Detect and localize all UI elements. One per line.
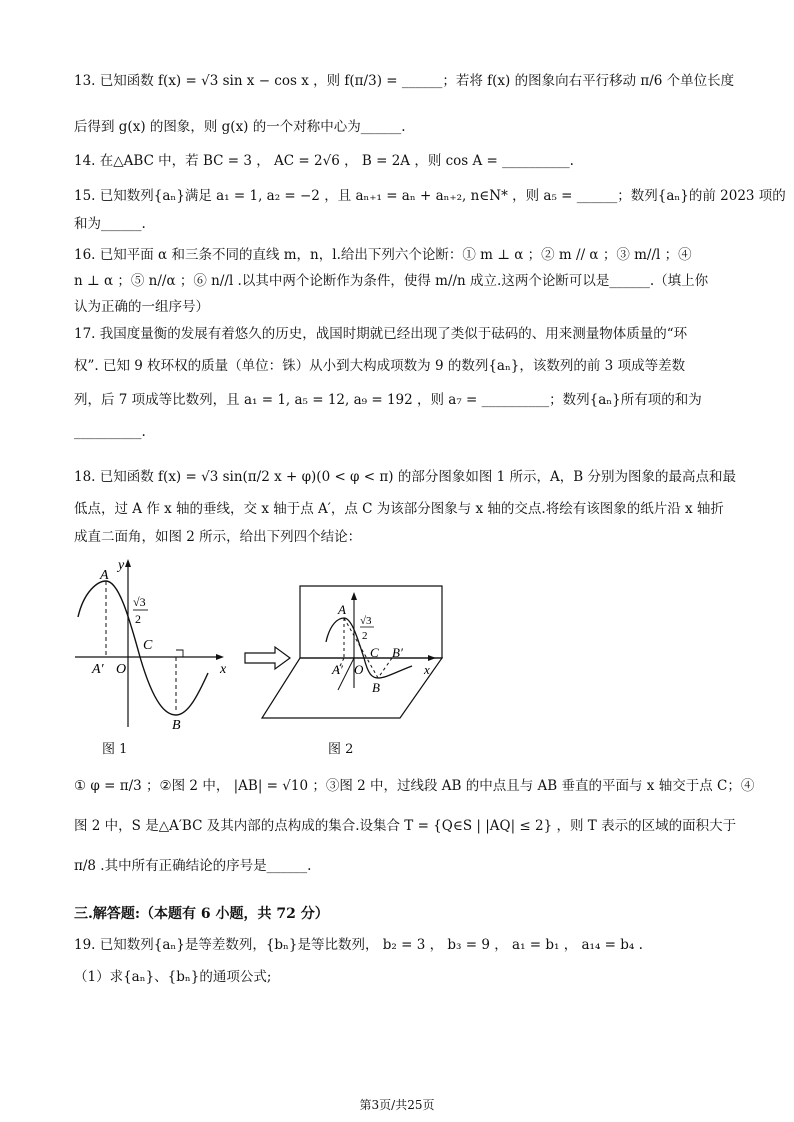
q18-line-4: ① φ = π/3 ；②图 2 中， |AB| = √10 ；③图 2 中，过线段 AB 的中点且与 AB 垂直的平面与 x 轴交于点 C；④: [74, 778, 755, 794]
figure-1-caption: 图 1: [102, 742, 128, 757]
fig2-label-sqrt3: √3: [360, 615, 372, 627]
question-13: [74, 70, 735, 138]
q13-line-2: 后得到 g(x) 的图象，则 g(x) 的一个对称中心为______.: [74, 119, 406, 135]
fig1-label-O: O: [116, 662, 127, 677]
question-18: [74, 466, 736, 548]
question-19: [74, 934, 724, 988]
q19-part-1: （1）求{aₙ}、{bₙ}的通项公式;: [74, 969, 272, 985]
question-17: [74, 323, 724, 443]
fig1-label-y: y: [118, 558, 125, 573]
fig2-label-two: 2: [362, 630, 368, 642]
question-14: [74, 150, 724, 172]
q19-line-1: 19. 已知数列{aₙ}是等差数列，{bₙ}是等比数列， b₂ = 3 ， b₃ = 9 ， a₁ = b₁ ， a₁₄ = b₄ .: [74, 937, 643, 953]
q14-line-1: 14. 在△ABC 中，若 BC = 3 ， AC = 2√6 ， B = 2A ，则 cos A = __________.: [74, 153, 574, 169]
fig1-label-C: C: [143, 638, 153, 653]
fig2-label-A-prime: A′: [332, 662, 343, 677]
q17-line-3: 列，后 7 项成等比数列，且 a₁ = 1, a₅ = 12, a₉ = 192 ，则 a₇ = __________；数列{aₙ}所有项的和为: [74, 392, 702, 408]
q17-line-4: __________.: [74, 424, 146, 440]
q18-line-5: 图 2 中，S 是△A′BC 及其内部的点构成的集合.设集合 T = {Q∈S | |AQ| ≤ 2} ，则 T 表示的区域的面积大于: [74, 818, 737, 834]
fig2-label-B-prime: B′: [392, 645, 403, 660]
fig2-label-O: O: [354, 662, 364, 677]
q15-line-1: 15. 已知数列{aₙ}满足 a₁ = 1, a₂ = −2 ，且 aₙ₊₁ = aₙ + aₙ₊₂, n∈N* ，则 a₅ = ______；数列{aₙ}的前 2023 项的: [74, 188, 786, 204]
fig2-label-x: x: [424, 662, 430, 677]
q18-line-2: 低点，过 A 作 x 轴的垂线，交 x 轴于点 A′，点 C 为该部分图象与 x 轴的交点.将绘有该图象的纸片沿 x 轴折: [74, 501, 724, 517]
fig1-label-A-prime: A′: [92, 662, 104, 677]
fig1-label-two: 2: [135, 612, 141, 626]
q18-line-3: 成直二面角，如图 2 所示，给出下列四个结论：: [74, 529, 362, 545]
q17-line-2: 权”. 已知 9 枚环权的质量（单位：铢）从小到大构成项数为 9 的数列{aₙ}，该数列的前 3 项成等差数: [74, 358, 686, 374]
q15-line-2: 和为______.: [74, 216, 146, 232]
question-16: [74, 244, 724, 318]
figure-2: [252, 578, 452, 728]
q16-line-2: n ⊥ α ；⑤ n//α ；⑥ n//l .以其中两个论断作为条件，使得 m//n 成立.这两个论断可以是______.（填上你: [74, 273, 709, 289]
fig1-label-A: A: [100, 568, 109, 583]
fig2-label-B: B: [372, 680, 380, 695]
figure-1: [70, 555, 245, 730]
q13-line-1: 13. 已知函数 f(x) = √3 sin x − cos x ，则 f(π/3) = ______；若将 f(x) 的图象向右平行移动 π/6 个单位长度: [74, 73, 735, 89]
q16-line-1: 16. 已知平面 α 和三条不同的直线 m，n，l.给出下列六个论断：① m ⊥ α ；② m // α ；③ m//l ；④: [74, 247, 692, 263]
q17-line-1: 17. 我国度量衡的发展有着悠久的历史，战国时期就已经出现了类似于砝码的、用来测量物体质量的“环: [74, 326, 688, 342]
fig2-label-A: A: [338, 602, 346, 617]
q16-line-3: 认为正确的一组序号）: [74, 299, 209, 315]
page-footer: 第3页/共25页: [359, 1098, 435, 1112]
fig2-label-C: C: [370, 645, 379, 660]
q18-line-1: 18. 已知函数 f(x) = √3 sin(π/2 x + φ)(0 < φ < π) 的部分图象如图 1 所示，A，B 分别为图象的最高点和最: [74, 469, 736, 485]
fig1-label-x: x: [220, 662, 227, 677]
question-15: [74, 185, 786, 235]
section-3-title: 三.解答题:（本题有 6 小题，共 72 分）: [74, 906, 329, 922]
figure-2-caption: 图 2: [328, 742, 354, 757]
q18-line-6: π/8 .其中所有正确结论的序号是______.: [74, 858, 312, 874]
fig1-label-B: B: [172, 718, 181, 730]
question-18-conclusions: [74, 775, 755, 877]
fig1-label-sqrt3: √3: [133, 595, 146, 609]
